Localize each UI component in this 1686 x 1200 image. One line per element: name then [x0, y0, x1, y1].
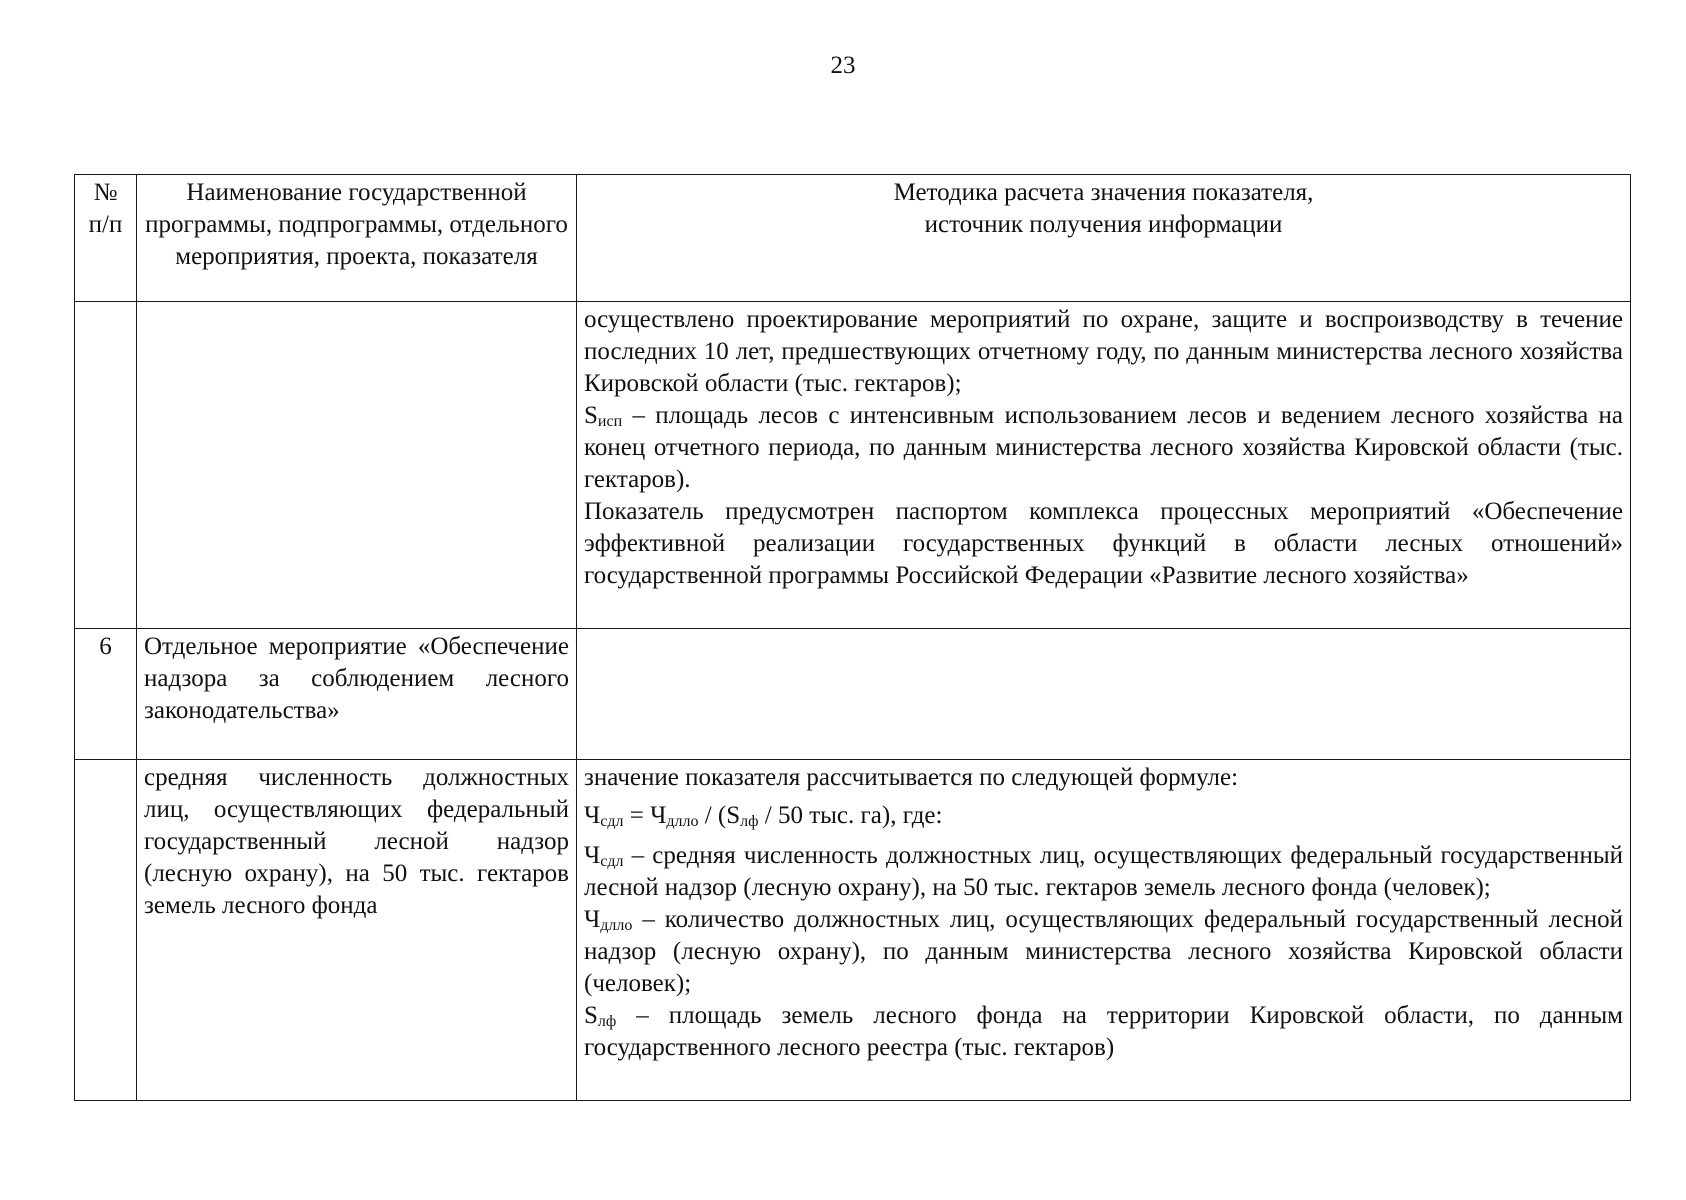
indicator-methodology-cell [577, 760, 1631, 1101]
ch-dllo-symbol: Ч [584, 906, 601, 933]
item-6-name: Отдельное мероприятие «Обеспечение надзора за соблюдением лесного законодательства» [137, 629, 577, 760]
s-lf-definition [584, 1000, 1623, 1064]
ch-sdl-definition [584, 840, 1623, 904]
header-methodology-cell [577, 175, 1631, 302]
formula-sdl-subscript: сдл [600, 813, 624, 830]
s-isp-symbol: S [584, 402, 598, 429]
s-isp-subscript: исп [597, 413, 623, 430]
formula [584, 798, 1623, 834]
s-lf-subscript: лф [597, 1013, 617, 1030]
s-lf-symbol: S [584, 1002, 598, 1029]
ch-sdl-text: – средняя численность должностных лиц, осуществляющих федеральный государственный лесной надзор (лесную охрану), на 50 тыс. гектаров земель лесного фонда (человек); [584, 842, 1623, 901]
formula-ch-symbol-1: Ч [584, 802, 601, 829]
formula-dllo-subscript: дллo [666, 813, 699, 830]
table-row-item-6 [75, 629, 1631, 760]
header-methodology-line2: источник получения информации [924, 211, 1283, 238]
table-header-row [75, 175, 1631, 302]
s-isp-definition [584, 400, 1623, 496]
header-name-cell [137, 175, 577, 302]
header-name-label: Наименование государственной программы, подпрограммы, отдельного мероприятия, проекта, показателя [145, 179, 568, 270]
ch-sdl-subscript: сдл [600, 853, 624, 870]
header-number-label: № п/п [88, 179, 123, 238]
formula-intro: значение показателя рассчитывается по следующей формуле: [584, 764, 1239, 791]
formula-lf-subscript: лф [740, 813, 759, 830]
item-6-methodology-cell [577, 629, 1631, 760]
formula-ch-symbol-2: Ч [650, 802, 667, 829]
ch-dllo-subscript: дллo [600, 917, 633, 934]
continuation-name-cell [137, 302, 577, 629]
header-methodology-line1: Методика расчета значения показателя, [893, 179, 1314, 206]
item-6-number: 6 [75, 629, 137, 760]
indicator-number-cell [75, 760, 137, 1101]
header-number-cell [75, 175, 137, 302]
s-lf-text: – площадь земель лесного фонда на территории Кировской области, по данным государственного лесного реестра (тыс. гектаров) [584, 1002, 1623, 1061]
indicator-source-note: Показатель предусмотрен паспортом комплекса процессных мероприятий «Обеспечение эффективной реализации государственных функций в области лесных отношений» государственной программы Российской Федерации «Развитие лесного хозяйства» [584, 498, 1623, 589]
formula-tail: / 50 тыс. га), где: [758, 802, 943, 829]
ch-dllo-text: – количество должностных лиц, осуществляющих федеральный государственный лесной надзор (лесную охрану), по данным министерства лесного хозяйства Кировской области (человек); [584, 906, 1623, 997]
s-isp-text: – площадь лесов с интенсивным использованием лесов и ведением лесного хозяйства на конец отчетного периода, по данным министерства лесного хозяйства Кировской области (тыс. гектаров). [584, 402, 1623, 493]
formula-equals: = [623, 802, 651, 829]
ch-dllo-definition [584, 904, 1623, 1000]
continuation-methodology-cell [577, 302, 1631, 629]
continuation-paragraph-1: осуществлено проектирование мероприятий по охране, защите и воспроизводству в течение последних 10 лет, предшествующих отчетному году, по данным министерства лесного хозяйства Кировской области (тыс. гектаров); [584, 306, 1623, 397]
indicator-methodology-table [74, 174, 1631, 1101]
table-row-continuation [75, 302, 1631, 629]
formula-middle: / (S [698, 802, 741, 829]
table-row-indicator [75, 760, 1631, 1101]
indicator-name: средняя численность должностных лиц, осуществляющих федеральный государственный лесной надзор (лесную охрану), на 50 тыс. гектаров земель лесного фонда [137, 760, 577, 1101]
ch-sdl-symbol: Ч [584, 842, 601, 869]
page-number: 23 [830, 52, 856, 79]
continuation-number-cell [75, 302, 137, 629]
